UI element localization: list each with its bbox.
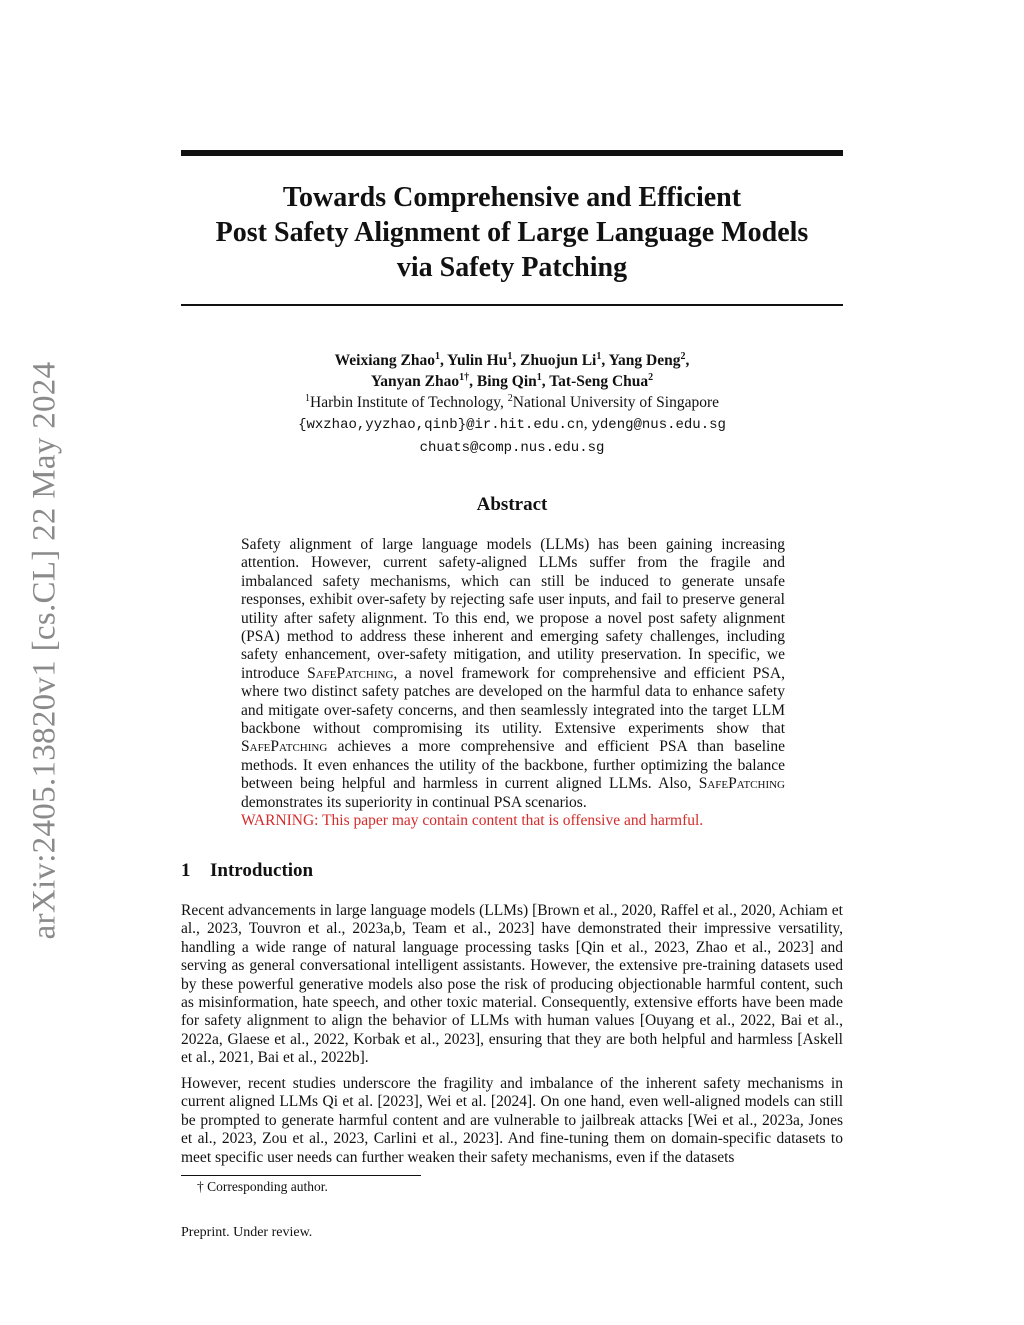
preprint-notice: Preprint. Under review.: [181, 1225, 313, 1240]
affil-mark: 1: [536, 371, 542, 383]
title-line-2: Post Safety Alignment of Large Language Models: [215, 217, 809, 248]
email-nus[interactable]: ydeng@nus.edu.sg: [591, 417, 726, 433]
author-name: Zhuojun Li: [520, 352, 597, 369]
affil-mark: 1: [596, 350, 602, 362]
intro-paragraph-1: Recent advancements in large language models (LLMs) [Brown et al., 2020, Raffel et al., 2020, Achiam et al., 2023, Touvron et al., 2023a,b, Team et al., 2023] have demonstrated their impressive versatility, handling a wide range of natural language processing tasks [Qin et al., 2023, Zhao et al., 2023] and serving as general conversational intelligent assistants. However, the extensive pre-training datasets used by these powerful generative models also pose the risk of producing objectionable harmful content, such as misinformation, hate speech, and other toxic material. Consequently, extensive efforts have been made for safety alignment to align the behavior of LLMs with human values [Ouyang et al., 2022, Bai et al., 2022a, Glaese et al., 2022, Korbak et al., 2023], ensuring that they are both helpful and harmless [Askell et al., 2021, Bai et al., 2022b].: [181, 902, 843, 1067]
affil-mark: 2: [648, 371, 654, 383]
author-name: Yang Deng: [608, 352, 681, 369]
email-chua[interactable]: chuats@comp.nus.edu.sg: [419, 440, 605, 456]
affil-mark: 1: [507, 350, 513, 362]
title-top-rule: [181, 150, 843, 156]
section-number: 1: [181, 860, 191, 881]
abstract-text: Safety alignment of large language models (LLMs) has been gaining increasing attention. However, current safety-aligned LLMs suffer from the fragile and imbalanced safety mechanisms, which can still be induced to generate unsafe responses, exhibit over-safety by rejecting safe user inputs, and fail to preserve general utility after safety alignment. To this end, we propose a novel post safety alignment (PSA) method to address these inherent and emerging safety challenges, including safety enhancement, over-safety mitigation, and utility preservation. In specific, we introduce: [241, 536, 785, 682]
author-name: Weixiang Zhao: [334, 352, 435, 369]
affil-mark: 1: [305, 392, 310, 404]
author-name: Yulin Hu: [447, 352, 508, 369]
affiliation-nus: National University of Singapore: [512, 394, 719, 411]
title-line-1: Towards Comprehensive and Efficient: [282, 182, 742, 213]
system-name: SafePatching: [307, 664, 394, 682]
email-line-2: [181, 436, 843, 459]
system-name: SafePatching: [241, 738, 328, 756]
arxiv-side-stamp: [5, 350, 85, 950]
affil-mark: 1†: [459, 371, 470, 383]
abstract-body: [241, 536, 785, 831]
author-line-2: Yanyan Zhao$^{1\dagger}$, Bing Qin$^1$, Tat-Seng Chua$^2$: [370, 371, 654, 390]
abstract-text: achieves a more comprehensive and efficient PSA than baseline methods. It even enhances the utility of the backbone, further optimizing the balance between being helpful and harmless in current aligned LLMs. Also,: [241, 738, 785, 793]
email-hit[interactable]: {wxzhao,yyzhao,qinb}@ir.hit.edu.cn: [298, 417, 584, 433]
affil-mark: 1: [434, 350, 440, 362]
affil-mark: 2: [680, 350, 686, 362]
title-line-3: via Safety Patching: [396, 252, 628, 283]
email-line-1: {wxzhao,yyzhao,qinb}@ir.hit.edu.cn, ydeng@nus.edu.sg: [298, 415, 726, 433]
author-name: Yanyan Zhao: [370, 373, 460, 390]
affil-mark: 2: [507, 392, 513, 404]
author-line-1: Weixiang Zhao$^1$, Yulin Hu$^1$, Zhuojun Li$^1$, Yang Deng$^2$,: [334, 350, 690, 369]
affiliation-hit: Harbin Institute of Technology,: [310, 394, 508, 411]
author-name: Bing Qin: [476, 373, 537, 390]
section-heading-introduction: [181, 860, 313, 882]
abstract-text: , a novel framework for comprehensive and efficient PSA, where two distinct safety patches are developed on the harmful data to enhance safety and mitigate over-safety concerns, and then seamlessly integrated into the target LLM backbone without compromising its utility. Extensive experiments show that: [241, 664, 785, 738]
footnote: † Corresponding author.: [197, 1179, 328, 1194]
abstract-heading: Abstract: [476, 494, 548, 515]
paper-title: [181, 180, 843, 285]
affiliations: [181, 392, 843, 413]
system-name: SafePatching: [698, 775, 785, 793]
footnote-rule: [181, 1175, 421, 1176]
intro-paragraph-2: However, recent studies underscore the fragility and imbalance of the inherent safety mechanisms in current aligned LLMs Qi et al. [2023], Wei et al. [2024]. On one hand, even well-aligned models can still be prompted to generate harmful content and are vulnerable to jailbreak attacks [Wei et al., 2023a, Jones et al., 2023, Zou et al., 2023, Carlini et al., 2023]. And fine-tuning them on domain-specific datasets to meet specific user needs can further weaken their safety mechanisms, even if the datasets: [181, 1075, 843, 1166]
arxiv-id-text: arXiv:2405.13820v1 [cs.CL] 22 May 2024: [26, 361, 63, 939]
author-name: Tat-Seng Chua: [549, 373, 649, 390]
author-block: [181, 350, 843, 459]
section-title: Introduction: [210, 860, 314, 881]
content-warning: WARNING: This paper may contain content that is offensive and harmful.: [241, 812, 704, 830]
title-bottom-rule: [181, 304, 843, 306]
abstract-text: demonstrates its superiority in continual PSA scenarios.: [241, 793, 587, 811]
